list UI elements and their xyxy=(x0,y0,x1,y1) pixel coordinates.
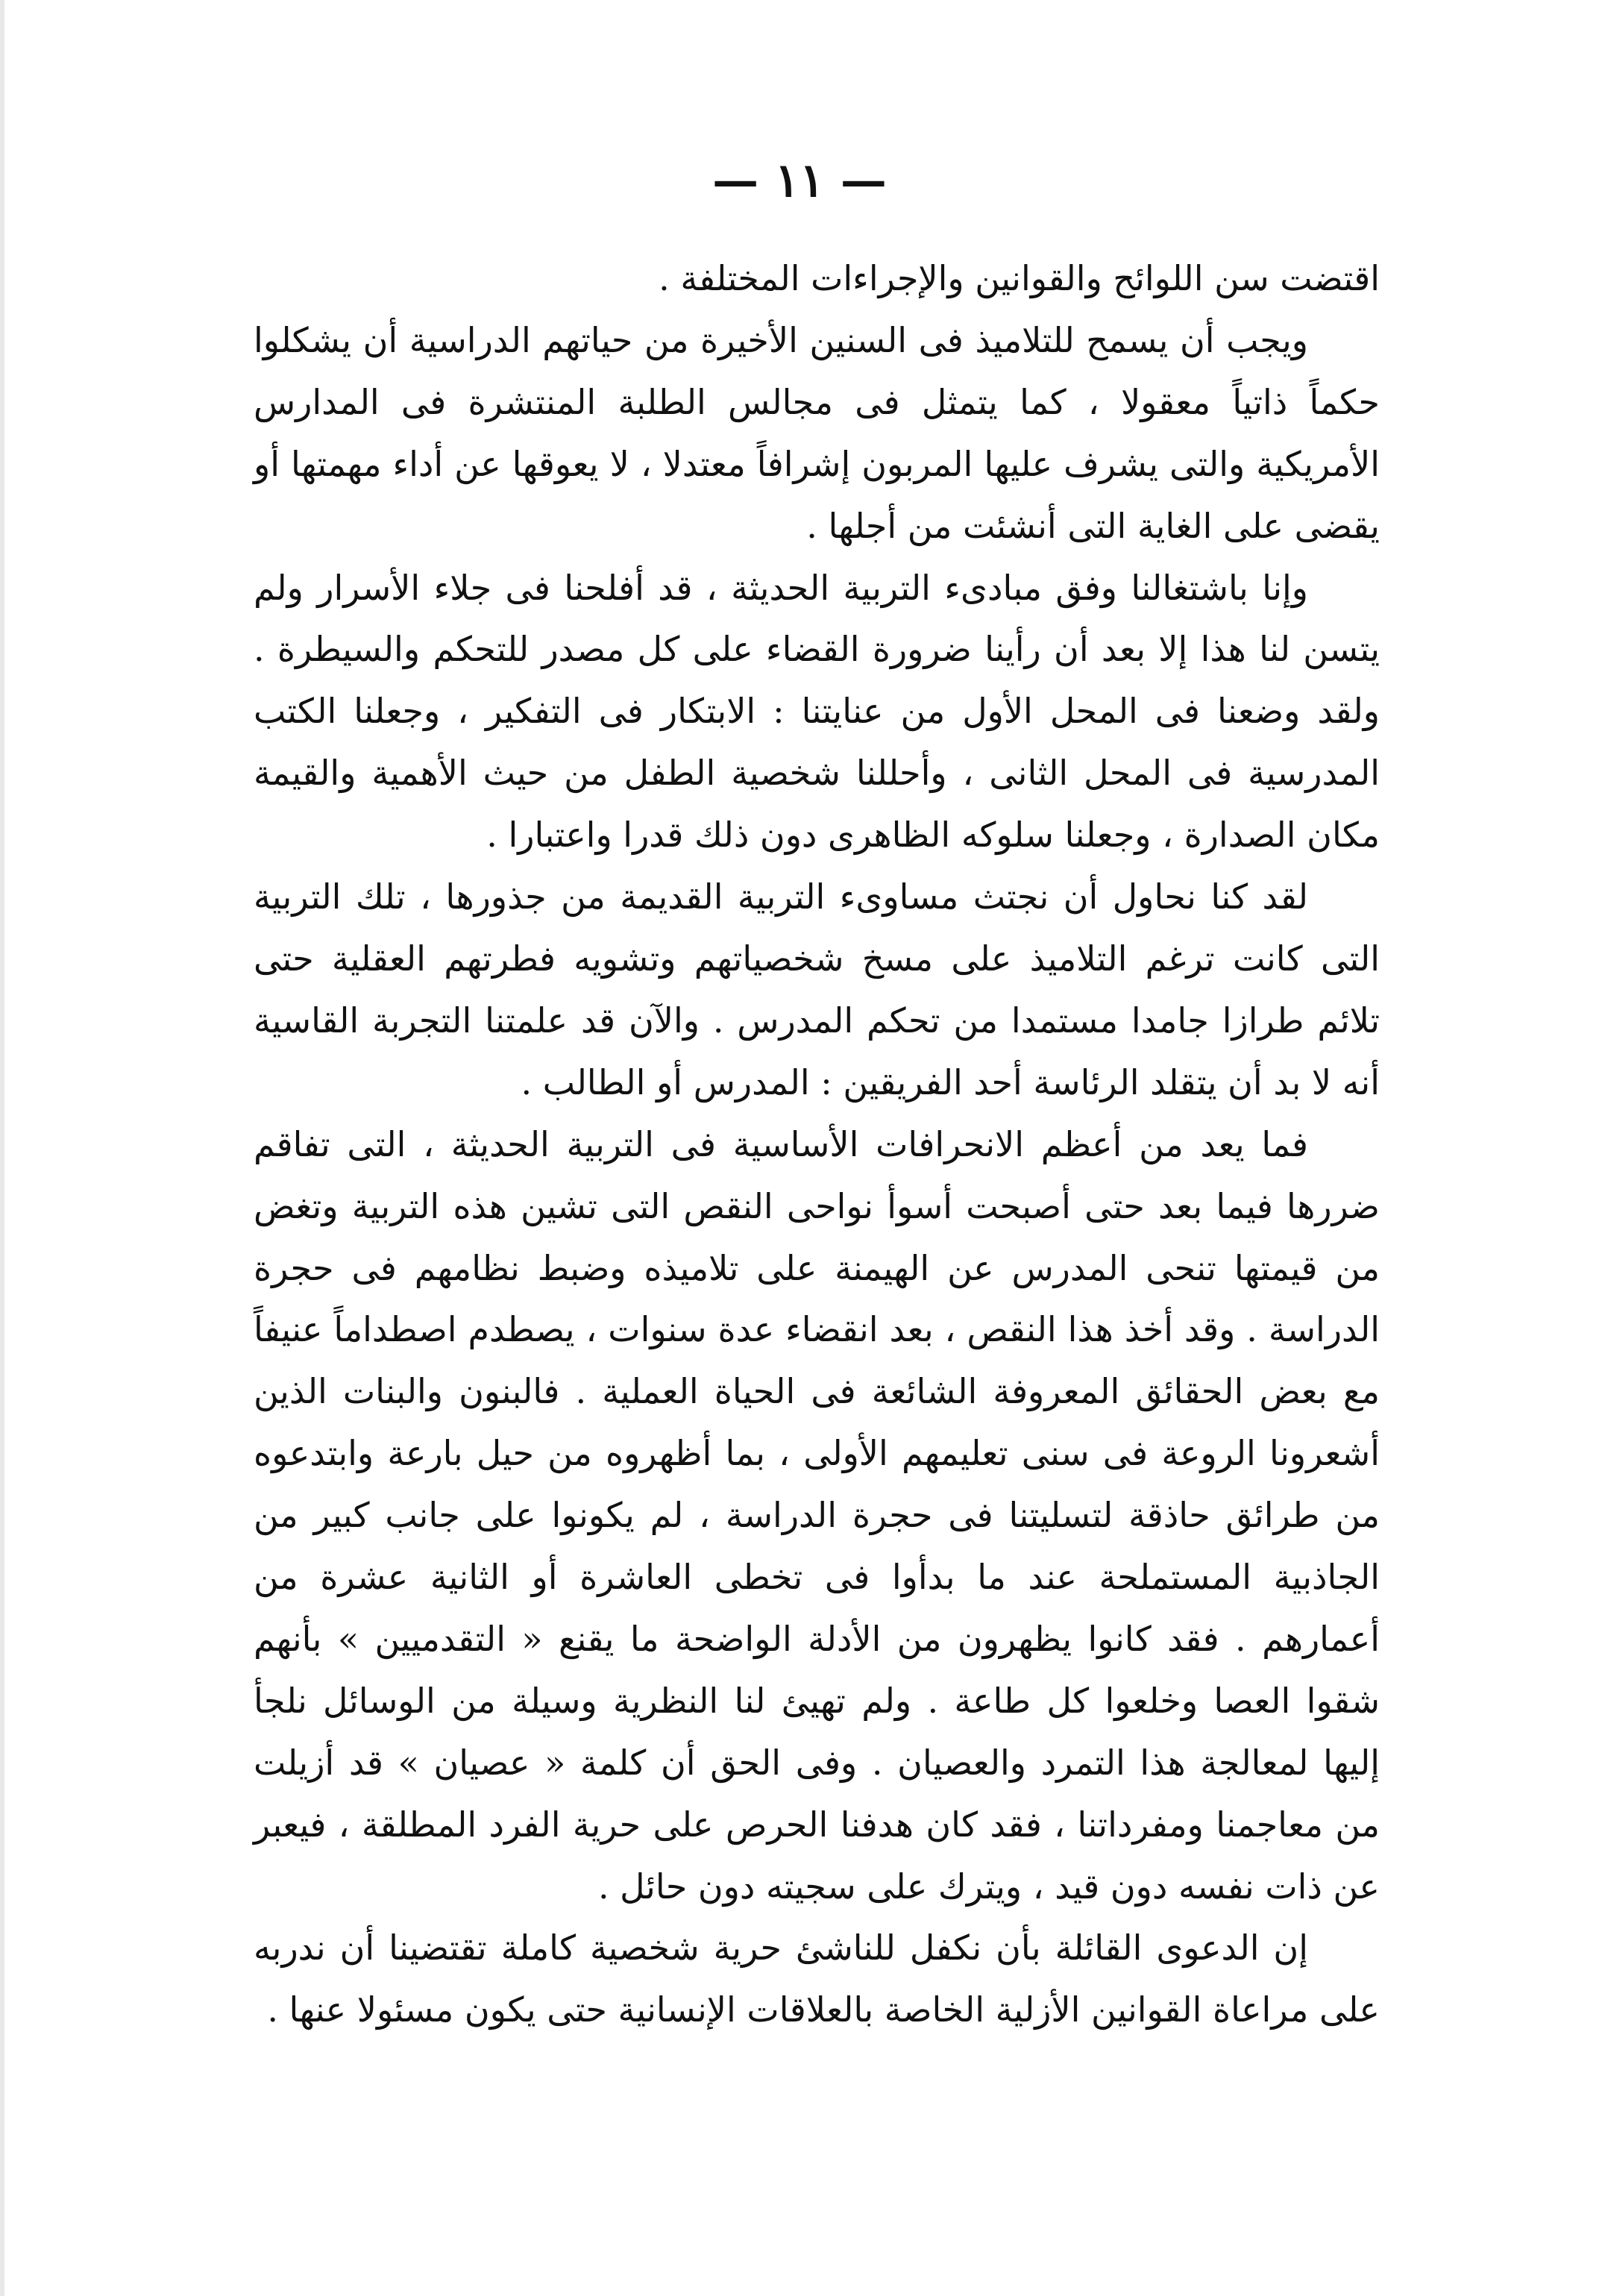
page-edge xyxy=(0,0,4,2296)
paragraph-personal-freedom-claim: إن الدعوى القائلة بأن نكفل للناشئ حرية شخصية كاملة تقتضينا أن ندربه على مراعاة القوانين الأزلية الخاصة بالعلاقات الإنسانية حتى يكون مسئولا عنها . xyxy=(254,1928,1380,2030)
paragraph-uproot-old-education: لقد كنا نحاول أن نجتث مساوىء التربية القديمة من جذورها ، تلك التربية التى كانت ترغم التلاميذ على مسخ شخصياتهم وتشويه فطرتهم العقلية حتى تلائم طرازا جامدا مستمدا من تحكم المدرس . والآن قد علمتنا التجربة القاسية أنه لا بد أن يتقلد الرئاسة أحد الفريقين : المدرس أو الطالب . xyxy=(254,876,1380,1102)
paragraph-modern-education-principles: وإنا باشتغالنا وفق مبادىء التربية الحديثة ، قد أفلحنا فى جلاء الأسرار ولم يتسن لنا هذا إلا بعد أن رأينا ضرورة القضاء على كل مصدر للتحكم والسيطرة . ولقد وضعنا فى المحل الأول من عنايتنا : الابتكار فى التفكير ، وجعلنا الكتب المدرسية فى المحل الثانى ، وأحللنا شخصية الطفل من حيث الأهمية والقيمة مكان الصدارة ، وجعلنا سلوكه الظاهرى دون ذلك قدرا واعتبارا . xyxy=(254,567,1380,856)
page-number: — ١١ — xyxy=(712,153,887,207)
paragraph-student-self-government: ويجب أن يسمح للتلاميذ فى السنين الأخيرة من حياتهم الدراسية أن يشكلوا حكماً ذاتياً معقولا ، كما يتمثل فى مجالس الطلبة المنتشرة فى المدارس الأمريكية والتى يشرف عليها المربون إشرافاً معتدلا ، لا يعوقها عن أداء مهمتها أو يقضى على الغاية التى أنشئت من أجلها . xyxy=(254,319,1380,546)
paragraph-continuation: اقتضت سن اللوائح والقوانين والإجراءات المختلفة . xyxy=(659,258,1380,298)
body-text xyxy=(254,248,1380,2041)
paragraph-fundamental-deviations: فما يعد من أعظم الانحرافات الأساسية فى التربية الحديثة ، التى تفاقم ضررها فيما بعد حتى أصبحت أسوأ نواحى النقص التى تشين هذه التربية وتغض من قيمتها تنحى المدرس عن الهيمنة على تلاميذه وضبط نظامهم فى حجرة الدراسة . وقد أخذ هذا النقص ، بعد انقضاء عدة سنوات ، يصطدم اصطداماً عنيفاً مع بعض الحقائق المعروفة الشائعة فى الحياة العملية . فالبنون والبنات الذين أشعرونا الروعة فى سنى تعليمهم الأولى ، بما أظهروه من حيل بارعة وابتدعوه من طرائق حاذقة لتسليتنا فى حجرة الدراسة ، لم يكونوا على جانب كبير من الجاذبية المستملحة عند ما بدأوا فى تخطى العاشرة أو الثانية عشرة من أعمارهم . فقد كانوا يظهرون من الأدلة الواضحة ما يقنع « التقدميين » بأنهم شقوا العصا وخلعوا كل طاعة . ولم تهيئ لنا النظرية وسيلة من الوسائل نلجأ إليها لمعالجة هذا التمرد والعصيان . وفى الحق أن كلمة « عصيان » قد أزيلت من معاجمنا ومفرداتنا ، فقد كان هدفنا الحرص على حرية الفرد المطلقة ، فيعبر عن ذات نفسه دون قيد ، ويترك على سجيته دون حائل . xyxy=(254,1123,1380,1907)
